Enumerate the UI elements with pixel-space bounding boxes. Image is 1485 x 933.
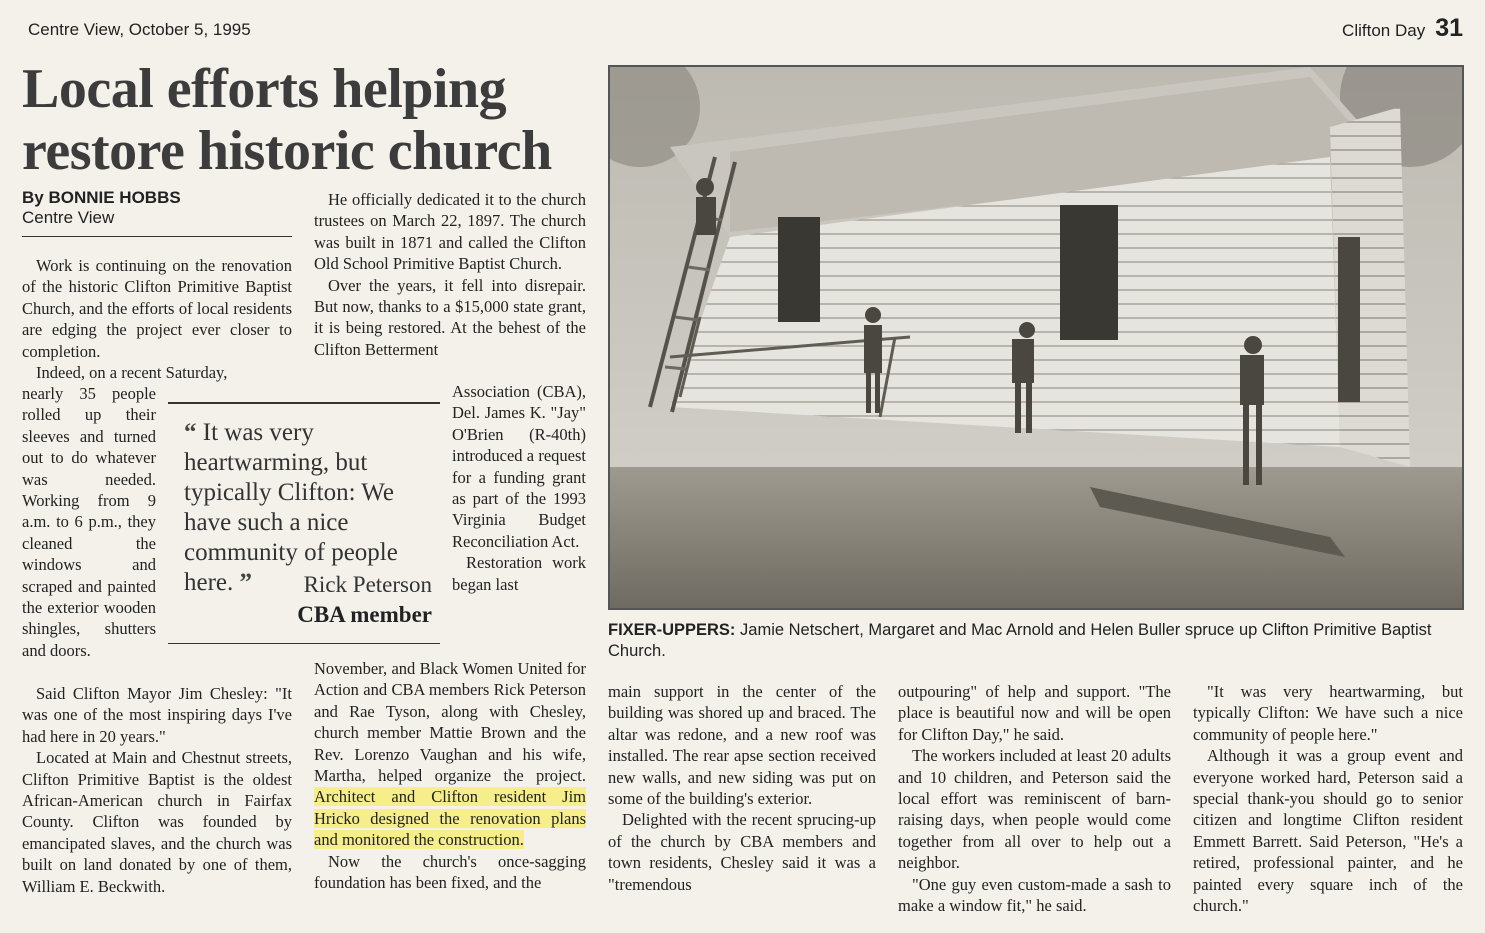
- byline-block: [22, 188, 292, 228]
- column-2-narrow: [452, 381, 586, 595]
- paragraph: nearly 35 people rolled up their sleeves and turned out to do whatever was needed. Working from 9 a.m. to 6 p.m., they cleaned the windows and scraped and painted the exterior wooden shingles, shutters and doors.: [22, 384, 156, 660]
- pull-quote-text: It was very heartwarming, but typically Clifton: We have such a nice community of people here.: [184, 419, 398, 596]
- open-quote-mark: “: [184, 419, 197, 446]
- highlighted-text: Architect and Clifton resident Jim Hricko designed the renovation plans and monitored the construction.: [314, 787, 586, 850]
- section-name: Clifton Day: [1342, 21, 1426, 40]
- column-3: [608, 681, 876, 895]
- pull-quote-attribution: Rick Peterson: [303, 572, 432, 597]
- paragraph-text: November, and Black Women United for Action and CBA members Rick Peterson and Rae Tyson, along with Chesley, church member Mattie Brown and the Rev. Lorenzo Vaughan and his wife, Martha, helped organize the project.: [314, 659, 586, 786]
- paragraph: Located at Main and Chestnut streets, Clifton Primitive Baptist is the oldest African-American church in Fairfax County. Clifton was founded by emancipated slaves, and the church was built on land donated by one of them, William E. Beckwith.: [22, 748, 292, 896]
- paragraph: "It was very heartwarming, but typically Clifton: We have such a nice community of people here.": [1193, 682, 1463, 744]
- paragraph: Over the years, it fell into disrepair. But now, thanks to a $15,000 state grant, it is being restored. At the behest of the Clifton Betterment: [314, 275, 586, 359]
- column-5: [1193, 681, 1463, 916]
- column-2-bottom: [314, 658, 586, 893]
- paragraph: "One guy even custom-made a sash to make a window fit," he said.: [898, 874, 1171, 916]
- close-quote-mark: ”: [239, 569, 253, 596]
- paragraph: Association (CBA), Del. James K. "Jay" O'Brien (R-40th) introduced a request for a funding grant as part of the 1993 Virginia Budget Reconciliation Act.: [452, 382, 586, 551]
- paper-date-folio: Centre View, October 5, 1995: [28, 20, 251, 39]
- page-number: 31: [1435, 14, 1463, 42]
- church-photo: [608, 65, 1464, 610]
- paragraph: outpouring" of help and support. "The place is beautiful now and will be open for Clifton Day," he said.: [898, 682, 1171, 744]
- paragraph: The workers included at least 20 adults and 10 children, and Peterson said the local effort was reminiscent of barn-raising days, when people would come together from all over to help out a neighbor.: [898, 746, 1171, 873]
- headline: Local efforts helping restore historic church: [22, 58, 552, 182]
- paragraph: Work is continuing on the renovation of the historic Clifton Primitive Baptist Church, and the efforts of local residents are edging the project ever closer to completion.: [22, 256, 292, 361]
- column-2-top: [314, 189, 586, 360]
- column-1-top: [22, 255, 292, 383]
- byline: By BONNIE HOBBS: [22, 188, 181, 207]
- caption-label: FIXER-UPPERS:: [608, 621, 736, 639]
- pull-quote-role: CBA member: [297, 602, 432, 627]
- paragraph: Now the church's once-sagging foundation has been fixed, and the: [314, 851, 586, 893]
- pull-quote-box: [168, 402, 440, 644]
- church-photo-image: [610, 67, 1462, 608]
- caption-text: Jamie Netschert, Margaret and Mac Arnold and Helen Buller spruce up Clifton Primitive Baptist Church.: [608, 621, 1432, 660]
- publication-credit: Centre View: [22, 208, 115, 227]
- photo-caption: [608, 620, 1464, 662]
- paragraph: [314, 658, 586, 851]
- paragraph: Indeed, on a recent Saturday,: [36, 363, 228, 383]
- pull-quote: [184, 418, 432, 598]
- paragraph: main support in the center of the building was shored up and braced. The altar was redone, and a new roof was installed. The rear apse section received new walls, and new siding was put on some of the building's exterior.: [608, 682, 876, 809]
- column-4: [898, 681, 1171, 916]
- column-1-bottom: [22, 683, 292, 897]
- column-1-narrow: [22, 383, 156, 661]
- paragraph: Although it was a group event and everyone worked hard, Peterson said a special thank-you should go to senior citizen and longtime Clifton resident Emmett Barrett. Said Peterson, "He's a retired, professional painter, and he painted every square inch of the church.": [1193, 746, 1463, 916]
- paragraph: Delighted with the recent sprucing-up of the church by CBA members and town residents, Chesley said it was a "tremendous: [608, 810, 876, 894]
- paragraph: Said Clifton Mayor Jim Chesley: "It was one of the most inspiring days I've had here in 20 years.": [22, 684, 292, 746]
- paragraph: He officially dedicated it to the church trustees on March 22, 1897. The church was built in 1871 and called the Clifton Old School Primitive Baptist Church.: [314, 190, 586, 274]
- section-folio: [1342, 14, 1463, 43]
- byline-rule: [22, 236, 292, 237]
- paragraph: Restoration work began last: [452, 553, 586, 594]
